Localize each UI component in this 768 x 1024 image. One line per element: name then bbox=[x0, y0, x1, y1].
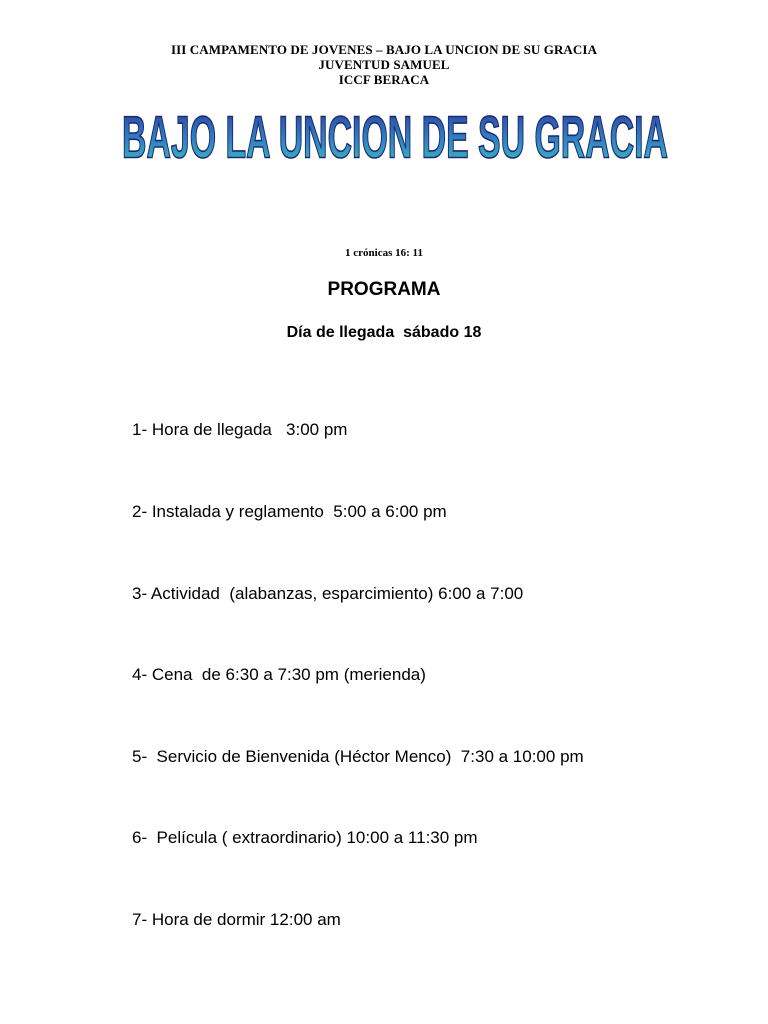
header-group-line: JUVENTUD SAMUEL bbox=[318, 57, 450, 72]
wordart-banner bbox=[115, 88, 675, 178]
header-church-line: ICCF BERACA bbox=[338, 72, 430, 87]
schedule-item: 6- Película ( extraordinario) 10:00 a 11:30 pm bbox=[132, 828, 478, 848]
schedule-item: 3- Actividad (alabanzas, esparcimiento) 6:00 a 7:00 bbox=[132, 583, 524, 603]
header-title-line: III CAMPAMENTO DE JOVENES – BAJO LA UNCION DE SU GRACIA bbox=[170, 42, 598, 57]
banner-title: BAJO LA UNCION DE SU GRACIA bbox=[122, 105, 669, 172]
document-header bbox=[0, 42, 768, 87]
day-heading: Día de llegada sábado 18 bbox=[286, 324, 482, 341]
schedule-item: 1- Hora de llegada 3:00 pm bbox=[132, 420, 348, 440]
program-title: PROGRAMA bbox=[327, 279, 441, 300]
schedule-item: 5- Servicio de Bienvenida (Héctor Menco) 7:30 a 10:00 pm bbox=[132, 746, 584, 766]
schedule-item: 2- Instalada y reglamento 5:00 a 6:00 pm bbox=[132, 502, 447, 522]
bible-verse: 1 crónicas 16: 11 bbox=[345, 247, 423, 259]
schedule-item: 7- Hora de dormir 12:00 am bbox=[132, 910, 341, 930]
schedule-item: 4- Cena de 6:30 a 7:30 pm (merienda) bbox=[132, 665, 426, 685]
schedule-list bbox=[132, 362, 584, 960]
